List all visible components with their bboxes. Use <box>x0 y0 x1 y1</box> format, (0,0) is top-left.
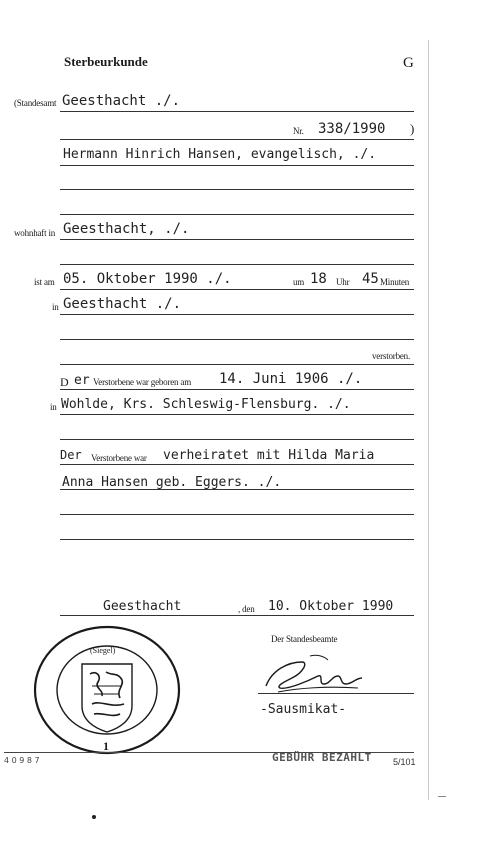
official-name: -Sausmikat- <box>260 702 347 717</box>
death-verb: verstorben. <box>372 351 411 361</box>
birth-prefix-er: er <box>74 373 90 388</box>
residence-value: Geesthacht, ./. <box>63 221 190 237</box>
margin-guide <box>428 40 429 800</box>
death-minute-label: Minuten <box>380 277 410 287</box>
seal-label: (Siegel) <box>90 646 116 655</box>
death-hour: 18 <box>310 271 327 287</box>
document-title: Sterbeurkunde <box>64 54 148 69</box>
number-value: 338/1990 <box>318 121 386 137</box>
issue-date: 10. Oktober 1990 <box>268 599 394 614</box>
scan-dot <box>92 815 96 819</box>
marriage-prefix: Der <box>60 448 82 462</box>
birth-prefix-d: D <box>60 375 69 389</box>
marriage-line-1: verheiratet mit Hilda Maria <box>163 448 375 463</box>
marriage-label: Verstorbene war <box>91 453 147 463</box>
death-date-label: ist am <box>34 277 55 287</box>
issue-date-label: , den <box>238 604 255 614</box>
death-hour-label: Uhr <box>336 277 350 287</box>
marriage-line-2: Anna Hansen geb. Eggers. ./. <box>62 475 282 490</box>
death-time-label: um <box>293 277 305 287</box>
form-code: 5/101 <box>393 757 416 767</box>
death-place-label: in <box>52 302 59 312</box>
form-number: 4 0 9 8 7 <box>4 756 40 765</box>
fee-paid-stamp: GEBÜHR BEZAHLT <box>272 751 372 764</box>
form-letter: G <box>403 55 414 71</box>
birth-place-label: in <box>50 402 57 412</box>
death-date-value: 05. Oktober 1990 ./. <box>63 271 232 287</box>
birth-place-value: Wohlde, Krs. Schleswig-Flensburg. ./. <box>61 397 351 412</box>
registry-value: Geesthacht ./. <box>62 93 181 109</box>
number-close-paren: ) <box>410 121 415 136</box>
seal-stamp <box>32 624 182 756</box>
birth-label: Verstorbene war geboren am <box>93 377 192 387</box>
deceased-name: Hermann Hinrich Hansen, evangelisch, ./. <box>63 147 377 162</box>
birth-date-value: 14. Juni 1906 ./. <box>219 371 363 387</box>
issue-place: Geesthacht <box>103 599 182 614</box>
death-place-value: Geesthacht ./. <box>63 296 182 312</box>
official-label: Der Standesbeamte <box>271 634 338 644</box>
death-minute: 45 <box>362 271 379 287</box>
signature <box>258 652 370 696</box>
residence-label: wohnhaft in <box>14 228 56 238</box>
number-label: Nr. <box>293 126 304 136</box>
scan-tick <box>438 796 446 797</box>
seal-number: 1 <box>103 739 109 753</box>
registry-label: (Standesamt <box>14 98 57 108</box>
